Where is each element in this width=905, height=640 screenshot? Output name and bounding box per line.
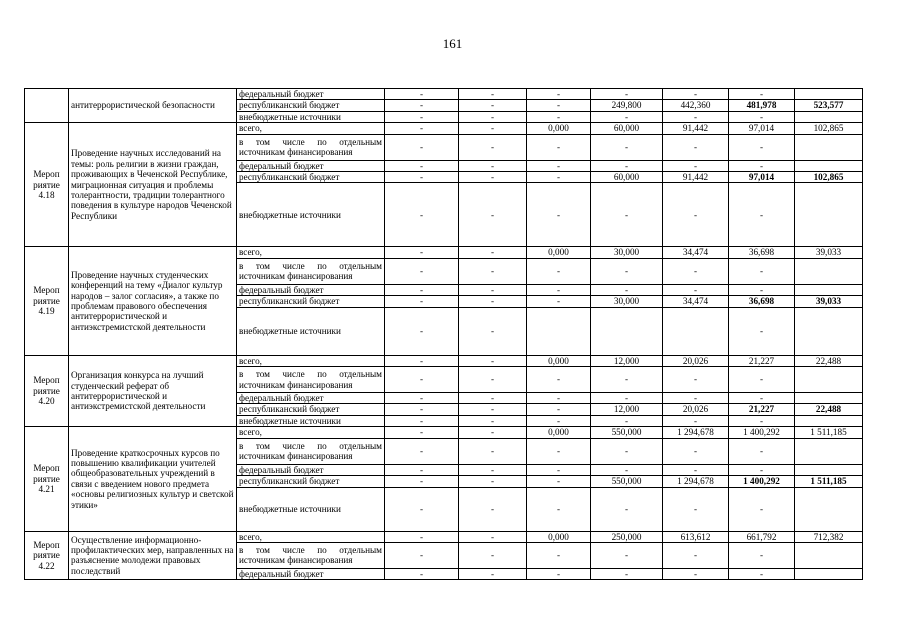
amount-cell: 613,612 bbox=[663, 531, 729, 542]
amount-cell: - bbox=[527, 111, 591, 122]
amount-cell: - bbox=[385, 415, 459, 426]
amount-cell: 21,227 bbox=[729, 404, 795, 415]
amount-cell: 91,442 bbox=[663, 123, 729, 134]
amount-cell: - bbox=[663, 134, 729, 160]
amount-cell: - bbox=[459, 531, 527, 542]
amount-cell: - bbox=[385, 464, 459, 475]
amount-cell: - bbox=[729, 89, 795, 100]
amount-cell: - bbox=[729, 367, 795, 393]
amount-cell: - bbox=[385, 160, 459, 171]
amount-cell: - bbox=[729, 568, 795, 579]
funding-source-cell: внебюджетные источники bbox=[237, 307, 385, 355]
amount-cell: - bbox=[459, 415, 527, 426]
amount-cell: - bbox=[385, 134, 459, 160]
amount-cell: - bbox=[459, 89, 527, 100]
funding-source-cell: внебюджетные источники bbox=[237, 415, 385, 426]
funding-source-cell: в том числе по отдельным источникам финансирования bbox=[237, 367, 385, 393]
amount-cell: - bbox=[527, 464, 591, 475]
amount-cell: - bbox=[385, 531, 459, 542]
event-number-cell bbox=[25, 89, 69, 123]
amount-cell: - bbox=[459, 134, 527, 160]
table-row bbox=[25, 427, 863, 438]
amount-cell: - bbox=[385, 476, 459, 487]
funding-source-cell: республиканский бюджет bbox=[237, 172, 385, 183]
amount-cell: - bbox=[459, 296, 527, 307]
amount-cell: - bbox=[729, 307, 795, 355]
amount-cell: - bbox=[729, 415, 795, 426]
amount-cell: - bbox=[385, 296, 459, 307]
amount-cell: - bbox=[729, 542, 795, 568]
funding-source-cell: федеральный бюджет bbox=[237, 284, 385, 295]
amount-cell: - bbox=[459, 404, 527, 415]
amount-cell: - bbox=[527, 296, 591, 307]
amount-cell: - bbox=[591, 111, 663, 122]
amount-cell: - bbox=[591, 542, 663, 568]
amount-cell: - bbox=[385, 427, 459, 438]
amount-cell: 550,000 bbox=[591, 427, 663, 438]
event-description-cell: Проведение краткосрочных курсов по повышению квалификации учителей общеобразовательных учреждений в связи с введением нового предмета «основы религиозных культур и светской этики» bbox=[69, 427, 237, 531]
amount-cell bbox=[591, 307, 663, 355]
amount-cell: - bbox=[729, 111, 795, 122]
amount-cell: - bbox=[459, 568, 527, 579]
amount-cell: - bbox=[459, 183, 527, 247]
amount-cell: - bbox=[527, 415, 591, 426]
funding-source-cell: всего, bbox=[237, 355, 385, 366]
amount-cell bbox=[795, 568, 863, 579]
amount-cell: - bbox=[527, 393, 591, 404]
amount-cell: - bbox=[729, 160, 795, 171]
amount-cell: - bbox=[663, 487, 729, 531]
amount-cell: 0,000 bbox=[527, 531, 591, 542]
amount-cell: - bbox=[591, 160, 663, 171]
amount-cell bbox=[795, 111, 863, 122]
amount-cell: 550,000 bbox=[591, 476, 663, 487]
amount-cell: - bbox=[591, 393, 663, 404]
amount-cell: - bbox=[663, 284, 729, 295]
funding-source-cell: республиканский бюджет bbox=[237, 404, 385, 415]
amount-cell bbox=[795, 438, 863, 464]
amount-cell: - bbox=[385, 284, 459, 295]
funding-source-cell: внебюджетные источники bbox=[237, 183, 385, 247]
amount-cell: - bbox=[591, 284, 663, 295]
table-row bbox=[25, 89, 863, 100]
amount-cell: - bbox=[591, 134, 663, 160]
amount-cell: 12,000 bbox=[591, 404, 663, 415]
amount-cell: 39,033 bbox=[795, 296, 863, 307]
event-number-cell: Мероп риятие 4.22 bbox=[25, 531, 69, 580]
funding-source-cell: федеральный бюджет bbox=[237, 393, 385, 404]
amount-cell: - bbox=[591, 183, 663, 247]
amount-cell: - bbox=[527, 160, 591, 171]
amount-cell: - bbox=[527, 284, 591, 295]
amount-cell bbox=[527, 307, 591, 355]
amount-cell bbox=[795, 415, 863, 426]
amount-cell: 1 511,185 bbox=[795, 427, 863, 438]
amount-cell: - bbox=[729, 487, 795, 531]
funding-source-cell: всего, bbox=[237, 427, 385, 438]
amount-cell: - bbox=[663, 258, 729, 284]
event-number-cell: Мероп риятие 4.20 bbox=[25, 355, 69, 427]
table-row bbox=[25, 123, 863, 134]
amount-cell: - bbox=[663, 568, 729, 579]
funding-source-cell: республиканский бюджет bbox=[237, 100, 385, 111]
amount-cell: - bbox=[459, 464, 527, 475]
amount-cell: - bbox=[459, 284, 527, 295]
amount-cell: 1 400,292 bbox=[729, 476, 795, 487]
event-description-cell: антитеррористической безопасности bbox=[69, 89, 237, 123]
amount-cell: - bbox=[385, 172, 459, 183]
amount-cell: - bbox=[729, 183, 795, 247]
amount-cell: 0,000 bbox=[527, 355, 591, 366]
amount-cell: - bbox=[663, 542, 729, 568]
amount-cell: - bbox=[663, 160, 729, 171]
amount-cell: 523,577 bbox=[795, 100, 863, 111]
table-row bbox=[25, 355, 863, 366]
table-body bbox=[25, 89, 863, 580]
amount-cell: 36,698 bbox=[729, 296, 795, 307]
amount-cell: - bbox=[385, 100, 459, 111]
amount-cell: - bbox=[459, 476, 527, 487]
amount-cell: - bbox=[527, 367, 591, 393]
amount-cell: - bbox=[385, 183, 459, 247]
amount-cell: - bbox=[385, 367, 459, 393]
amount-cell: - bbox=[663, 111, 729, 122]
amount-cell: - bbox=[459, 438, 527, 464]
amount-cell bbox=[795, 134, 863, 160]
amount-cell: 1 294,678 bbox=[663, 427, 729, 438]
amount-cell: - bbox=[459, 111, 527, 122]
amount-cell: - bbox=[663, 415, 729, 426]
event-description-cell: Проведение научных исследований на темы: роль религии в жизни граждан, проживающих в Чеченской Республике, миграционная ситуация и проблемы толерантности, традиции толерантного поведения в культуре народов Чеченской Республики bbox=[69, 123, 237, 247]
amount-cell: 30,000 bbox=[591, 247, 663, 258]
amount-cell: - bbox=[591, 464, 663, 475]
amount-cell bbox=[795, 487, 863, 531]
amount-cell: - bbox=[663, 183, 729, 247]
amount-cell: 712,382 bbox=[795, 531, 863, 542]
amount-cell: - bbox=[527, 134, 591, 160]
amount-cell: - bbox=[459, 258, 527, 284]
amount-cell bbox=[795, 284, 863, 295]
funding-source-cell: всего, bbox=[237, 123, 385, 134]
amount-cell: 97,014 bbox=[729, 172, 795, 183]
amount-cell: - bbox=[459, 307, 527, 355]
amount-cell: 21,227 bbox=[729, 355, 795, 366]
event-number-cell: Мероп риятие 4.21 bbox=[25, 427, 69, 531]
amount-cell: - bbox=[729, 284, 795, 295]
amount-cell: - bbox=[385, 89, 459, 100]
amount-cell: 20,026 bbox=[663, 355, 729, 366]
amount-cell: - bbox=[663, 89, 729, 100]
amount-cell: 0,000 bbox=[527, 123, 591, 134]
amount-cell: 102,865 bbox=[795, 123, 863, 134]
amount-cell: - bbox=[527, 487, 591, 531]
amount-cell: - bbox=[459, 393, 527, 404]
amount-cell: - bbox=[729, 393, 795, 404]
budget-table bbox=[24, 88, 863, 580]
amount-cell: - bbox=[385, 307, 459, 355]
funding-source-cell: федеральный бюджет bbox=[237, 89, 385, 100]
amount-cell: - bbox=[527, 183, 591, 247]
amount-cell: - bbox=[729, 258, 795, 284]
amount-cell: - bbox=[591, 568, 663, 579]
amount-cell: - bbox=[385, 487, 459, 531]
amount-cell: - bbox=[527, 100, 591, 111]
funding-source-cell: в том числе по отдельным источникам финансирования bbox=[237, 134, 385, 160]
amount-cell: 60,000 bbox=[591, 172, 663, 183]
amount-cell: 60,000 bbox=[591, 123, 663, 134]
event-number-cell: Мероп риятие 4.18 bbox=[25, 123, 69, 247]
funding-source-cell: федеральный бюджет bbox=[237, 464, 385, 475]
amount-cell bbox=[795, 183, 863, 247]
amount-cell: - bbox=[459, 123, 527, 134]
amount-cell: 36,698 bbox=[729, 247, 795, 258]
amount-cell: - bbox=[459, 355, 527, 366]
amount-cell bbox=[795, 258, 863, 284]
amount-cell: - bbox=[385, 542, 459, 568]
funding-source-cell: республиканский бюджет bbox=[237, 296, 385, 307]
amount-cell: - bbox=[385, 247, 459, 258]
amount-cell: - bbox=[527, 89, 591, 100]
amount-cell: - bbox=[459, 100, 527, 111]
amount-cell: 481,978 bbox=[729, 100, 795, 111]
funding-source-cell: всего, bbox=[237, 247, 385, 258]
amount-cell: - bbox=[459, 542, 527, 568]
funding-source-cell: всего, bbox=[237, 531, 385, 542]
amount-cell: - bbox=[591, 89, 663, 100]
event-description-cell: Проведение научных студенческих конференций на тему «Диалог культур народов – залог согласия», а также по проблемам правового обеспечения антитеррористической и антиэкстремистской деятельности bbox=[69, 247, 237, 355]
amount-cell: 102,865 bbox=[795, 172, 863, 183]
amount-cell: 22,488 bbox=[795, 404, 863, 415]
amount-cell: - bbox=[591, 415, 663, 426]
amount-cell: 34,474 bbox=[663, 296, 729, 307]
amount-cell bbox=[795, 307, 863, 355]
amount-cell: 0,000 bbox=[527, 247, 591, 258]
amount-cell: 1 294,678 bbox=[663, 476, 729, 487]
amount-cell: 442,360 bbox=[663, 100, 729, 111]
event-description-cell: Осуществление информационно-профилактических мер, направленных на разъяснение молодежи правовых последствий bbox=[69, 531, 237, 580]
event-number-cell: Мероп риятие 4.19 bbox=[25, 247, 69, 355]
table-row bbox=[25, 531, 863, 542]
amount-cell: - bbox=[385, 393, 459, 404]
amount-cell: - bbox=[663, 438, 729, 464]
amount-cell: - bbox=[591, 258, 663, 284]
page-number: 161 bbox=[442, 36, 463, 51]
amount-cell: 1 400,292 bbox=[729, 427, 795, 438]
amount-cell: 12,000 bbox=[591, 355, 663, 366]
amount-cell: - bbox=[527, 172, 591, 183]
amount-cell: - bbox=[385, 111, 459, 122]
funding-source-cell: внебюджетные источники bbox=[237, 111, 385, 122]
funding-source-cell: в том числе по отдельным источникам финансирования bbox=[237, 438, 385, 464]
amount-cell: - bbox=[729, 134, 795, 160]
table-row bbox=[25, 247, 863, 258]
amount-cell: - bbox=[527, 476, 591, 487]
amount-cell bbox=[663, 307, 729, 355]
amount-cell: - bbox=[459, 367, 527, 393]
amount-cell: - bbox=[527, 568, 591, 579]
amount-cell: - bbox=[385, 258, 459, 284]
amount-cell: - bbox=[459, 247, 527, 258]
amount-cell: - bbox=[663, 367, 729, 393]
amount-cell: 30,000 bbox=[591, 296, 663, 307]
amount-cell: - bbox=[663, 393, 729, 404]
amount-cell: - bbox=[729, 438, 795, 464]
amount-cell bbox=[795, 542, 863, 568]
amount-cell: - bbox=[591, 438, 663, 464]
amount-cell: 1 511,185 bbox=[795, 476, 863, 487]
amount-cell: 91,442 bbox=[663, 172, 729, 183]
event-description-cell: Организация конкурса на лучший студенческий реферат об антитеррористической и антиэкстремистской деятельности bbox=[69, 355, 237, 427]
funding-source-cell: федеральный бюджет bbox=[237, 160, 385, 171]
amount-cell: - bbox=[385, 355, 459, 366]
amount-cell: 34,474 bbox=[663, 247, 729, 258]
amount-cell bbox=[795, 160, 863, 171]
amount-cell: - bbox=[385, 404, 459, 415]
amount-cell: - bbox=[527, 258, 591, 284]
amount-cell: 661,792 bbox=[729, 531, 795, 542]
amount-cell: - bbox=[527, 542, 591, 568]
funding-source-cell: в том числе по отдельным источникам финансирования bbox=[237, 542, 385, 568]
amount-cell bbox=[795, 393, 863, 404]
amount-cell: 39,033 bbox=[795, 247, 863, 258]
amount-cell: - bbox=[459, 427, 527, 438]
funding-source-cell: внебюджетные источники bbox=[237, 487, 385, 531]
amount-cell: - bbox=[663, 464, 729, 475]
amount-cell: - bbox=[591, 367, 663, 393]
amount-cell: 249,800 bbox=[591, 100, 663, 111]
amount-cell: 22,488 bbox=[795, 355, 863, 366]
funding-source-cell: республиканский бюджет bbox=[237, 476, 385, 487]
amount-cell bbox=[795, 464, 863, 475]
amount-cell: - bbox=[527, 438, 591, 464]
amount-cell bbox=[795, 89, 863, 100]
amount-cell: - bbox=[385, 123, 459, 134]
amount-cell: - bbox=[591, 487, 663, 531]
funding-source-cell: в том числе по отдельным источникам финансирования bbox=[237, 258, 385, 284]
amount-cell: - bbox=[385, 438, 459, 464]
amount-cell: - bbox=[459, 487, 527, 531]
amount-cell: 0,000 bbox=[527, 427, 591, 438]
amount-cell: 97,014 bbox=[729, 123, 795, 134]
amount-cell: 20,026 bbox=[663, 404, 729, 415]
amount-cell bbox=[795, 367, 863, 393]
funding-source-cell: федеральный бюджет bbox=[237, 568, 385, 579]
amount-cell: - bbox=[385, 568, 459, 579]
amount-cell: - bbox=[729, 464, 795, 475]
amount-cell: - bbox=[459, 172, 527, 183]
amount-cell: - bbox=[527, 404, 591, 415]
amount-cell: 250,000 bbox=[591, 531, 663, 542]
amount-cell: - bbox=[459, 160, 527, 171]
